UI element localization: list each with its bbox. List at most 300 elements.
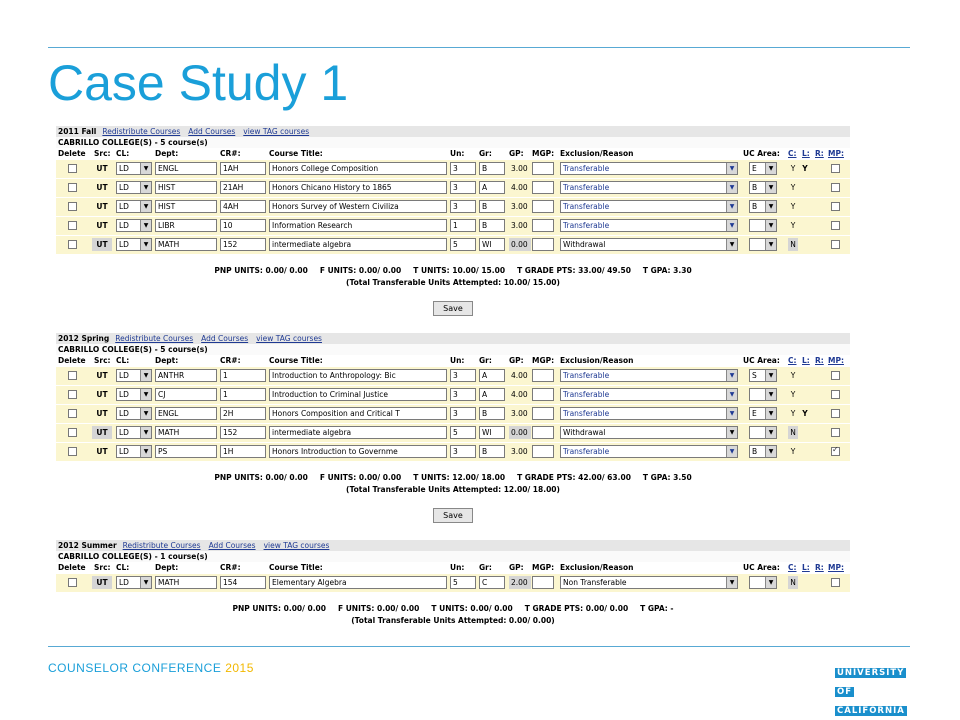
redistribute-courses-link[interactable]: Redistribute Courses: [102, 127, 181, 136]
course-row: [56, 198, 850, 217]
exclusion-reason-select[interactable]: [560, 181, 738, 194]
exclusion-reason-value: Withdrawal: [563, 240, 606, 249]
c-flag: N: [788, 576, 798, 589]
add-courses-link[interactable]: Add Courses: [201, 334, 249, 343]
view-tag-courses-link[interactable]: view TAG courses: [263, 541, 330, 550]
c-flag: Y: [790, 371, 796, 380]
header-cr: CR#:: [220, 149, 241, 158]
dept-input[interactable]: MATH: [155, 426, 217, 439]
chevron-down-icon: ▼: [140, 163, 151, 174]
mp-checkbox[interactable]: [831, 164, 840, 173]
term-name: 2011 Fall: [58, 127, 97, 136]
mp-checkbox[interactable]: [831, 390, 840, 399]
header-r-link[interactable]: R:: [815, 563, 824, 572]
delete-checkbox[interactable]: [68, 390, 77, 399]
logo-line-1: UNIVERSITY: [837, 668, 905, 678]
class-level-value: LD: [119, 221, 129, 230]
exclusion-reason-select[interactable]: [560, 445, 738, 458]
grade-input[interactable]: WI: [479, 238, 505, 251]
logo-line-2: OF: [837, 687, 853, 697]
dept-input[interactable]: LIBR: [155, 219, 217, 232]
units-input[interactable]: 3: [450, 200, 476, 213]
totals-item: F UNITS: 0.00/ 0.00: [337, 604, 420, 613]
totals-item: T GPA: -: [640, 604, 674, 613]
uc-area-select[interactable]: [749, 388, 777, 401]
totals-line: [56, 265, 850, 277]
course-row: [56, 424, 850, 443]
exclusion-reason-value: Transferable: [563, 409, 610, 418]
c-flag: N: [788, 238, 798, 251]
dept-input[interactable]: ENGL: [155, 162, 217, 175]
chevron-down-icon: ▼: [765, 201, 776, 212]
header-l: [802, 563, 810, 572]
grade-input[interactable]: B: [479, 445, 505, 458]
uc-area-select[interactable]: [749, 181, 777, 194]
delete-checkbox[interactable]: [68, 202, 77, 211]
delete-checkbox[interactable]: [68, 183, 77, 192]
header-mp: [828, 356, 844, 365]
course-number-input[interactable]: 21AH: [220, 181, 266, 194]
term-header-bar: [56, 333, 850, 344]
course-number-input[interactable]: 10: [220, 219, 266, 232]
header-cl: CL:: [116, 149, 130, 158]
course-row: [56, 179, 850, 198]
units-input[interactable]: 1: [450, 219, 476, 232]
course-title-input[interactable]: Information Research: [269, 219, 447, 232]
course-title-input[interactable]: Honors Chicano History to 1865: [269, 181, 447, 194]
header-c: [788, 563, 797, 572]
header-l-link[interactable]: L:: [802, 149, 810, 158]
class-level-select[interactable]: [116, 388, 152, 401]
grade-input[interactable]: B: [479, 200, 505, 213]
uc-area-select[interactable]: [749, 445, 777, 458]
grade-points: 4.00: [511, 371, 528, 380]
chevron-down-icon: ▼: [726, 577, 737, 588]
header-c: [788, 149, 797, 158]
delete-checkbox[interactable]: [68, 447, 77, 456]
uc-area-select[interactable]: [749, 369, 777, 382]
course-number-input[interactable]: 1AH: [220, 162, 266, 175]
uc-area-select[interactable]: [749, 407, 777, 420]
dept-input[interactable]: MATH: [155, 576, 217, 589]
source-code: UT: [96, 390, 108, 399]
delete-checkbox[interactable]: [68, 164, 77, 173]
exclusion-reason-value: Transferable: [563, 164, 610, 173]
view-tag-courses-link[interactable]: view TAG courses: [243, 127, 310, 136]
course-number-input[interactable]: 1: [220, 388, 266, 401]
delete-checkbox[interactable]: [68, 428, 77, 437]
redistribute-courses-link[interactable]: Redistribute Courses: [122, 541, 201, 550]
source-code: UT: [96, 409, 108, 418]
chevron-down-icon: ▼: [765, 577, 776, 588]
course-number-input[interactable]: 152: [220, 426, 266, 439]
header-mp-link[interactable]: MP:: [828, 149, 844, 158]
source-code: UT: [96, 202, 108, 211]
mp-checkbox[interactable]: [831, 578, 840, 587]
header-mp-link[interactable]: MP:: [828, 356, 844, 365]
delete-checkbox[interactable]: [68, 409, 77, 418]
totals-item: PNP UNITS: 0.00/ 0.00: [214, 266, 308, 275]
class-level-select[interactable]: [116, 162, 152, 175]
grade-points: 2.00: [509, 576, 531, 589]
class-level-value: LD: [119, 447, 129, 456]
header-excl: Exclusion/Reason: [560, 356, 634, 365]
header-l: [802, 356, 810, 365]
dept-input[interactable]: CJ: [155, 388, 217, 401]
course-title-input[interactable]: Honors Composition and Critical T: [269, 407, 447, 420]
delete-checkbox[interactable]: [68, 221, 77, 230]
uc-logo: [835, 662, 909, 719]
mp-checkbox[interactable]: [831, 409, 840, 418]
header-src: Src:: [94, 356, 111, 365]
totals-item: PNP UNITS: 0.00/ 0.00: [232, 604, 326, 613]
grade-input[interactable]: B: [479, 162, 505, 175]
header-dept: Dept:: [155, 356, 179, 365]
header-mgp: MGP:: [532, 149, 555, 158]
course-number-input[interactable]: 4AH: [220, 200, 266, 213]
source-code: UT: [96, 164, 108, 173]
header-gr: Gr:: [479, 149, 492, 158]
class-level-select[interactable]: [116, 181, 152, 194]
c-flag: Y: [790, 164, 796, 173]
header-dept: Dept:: [155, 149, 179, 158]
delete-checkbox[interactable]: [68, 371, 77, 380]
header-c-link[interactable]: C:: [788, 149, 797, 158]
exclusion-reason-value: Transferable: [563, 390, 610, 399]
uc-area-value: E: [752, 409, 757, 418]
chevron-down-icon: ▼: [140, 239, 151, 250]
l-flag: [800, 200, 810, 213]
exclusion-reason-select[interactable]: [560, 369, 738, 382]
mp-checkbox[interactable]: [831, 240, 840, 249]
header-l-link[interactable]: L:: [802, 356, 810, 365]
mp-checkbox[interactable]: [831, 221, 840, 230]
redistribute-courses-link[interactable]: Redistribute Courses: [115, 334, 194, 343]
units-input[interactable]: 3: [450, 388, 476, 401]
column-header-row: [56, 148, 850, 160]
chevron-down-icon: ▼: [726, 163, 737, 174]
bottom-divider: [48, 646, 910, 647]
term-totals: [56, 603, 850, 627]
uc-area-value: S: [752, 371, 757, 380]
add-courses-link[interactable]: Add Courses: [208, 541, 256, 550]
college-heading: CABRILLO COLLEGE(S) - 5 course(s): [56, 137, 850, 148]
class-level-value: LD: [119, 240, 129, 249]
header-un: Un:: [450, 149, 465, 158]
mgp-input[interactable]: [532, 445, 554, 458]
chevron-down-icon: ▼: [765, 370, 776, 381]
exclusion-reason-select[interactable]: [560, 576, 738, 589]
units-input[interactable]: 3: [450, 369, 476, 382]
grade-input[interactable]: B: [479, 219, 505, 232]
mgp-input[interactable]: [532, 426, 554, 439]
class-level-value: LD: [119, 371, 129, 380]
grade-points: 3.00: [511, 221, 528, 230]
exclusion-reason-select[interactable]: [560, 426, 738, 439]
class-level-value: LD: [119, 578, 129, 587]
grade-input[interactable]: A: [479, 388, 505, 401]
chevron-down-icon: ▼: [765, 427, 776, 438]
header-mgp: MGP:: [532, 563, 555, 572]
header-uc: UC Area:: [743, 149, 780, 158]
grade-points: 3.00: [511, 409, 528, 418]
class-level-select[interactable]: [116, 200, 152, 213]
header-r-link[interactable]: R:: [815, 149, 824, 158]
chevron-down-icon: ▼: [726, 370, 737, 381]
grade-input[interactable]: C: [479, 576, 505, 589]
header-excl: Exclusion/Reason: [560, 149, 634, 158]
mgp-input[interactable]: [532, 576, 554, 589]
dept-input[interactable]: ENGL: [155, 407, 217, 420]
course-row: [56, 236, 850, 255]
header-title: Course Title:: [269, 563, 323, 572]
footer: [48, 661, 254, 675]
exclusion-reason-select[interactable]: [560, 407, 738, 420]
course-title-input[interactable]: Honors Survey of Western Civiliza: [269, 200, 447, 213]
view-tag-courses-link[interactable]: view TAG courses: [256, 334, 322, 343]
exclusion-reason-select[interactable]: [560, 219, 738, 232]
transferable-units-summary: (Total Transferable Units Attempted: 0.00/ 0.00): [351, 616, 555, 625]
totals-item: T UNITS: 12.00/ 18.00: [413, 473, 506, 482]
mgp-input[interactable]: [532, 219, 554, 232]
header-mp: [828, 149, 844, 158]
class-level-select[interactable]: [116, 219, 152, 232]
exclusion-reason-value: Transferable: [563, 202, 610, 211]
header-cl: CL:: [116, 356, 130, 365]
mp-checkbox[interactable]: [831, 202, 840, 211]
exclusion-reason-value: Transferable: [563, 221, 610, 230]
class-level-value: LD: [119, 409, 129, 418]
class-level-select[interactable]: [116, 576, 152, 589]
course-title-input[interactable]: Honors Introduction to Governme: [269, 445, 447, 458]
grade-points: 0.00: [509, 426, 531, 439]
uc-area-value: B: [752, 447, 758, 456]
term-section: [56, 126, 850, 316]
header-mgp: MGP:: [532, 356, 555, 365]
l-flag: [800, 238, 810, 251]
dept-input[interactable]: MATH: [155, 238, 217, 251]
grade-input[interactable]: B: [479, 407, 505, 420]
header-un: Un:: [450, 356, 465, 365]
units-input[interactable]: 5: [450, 426, 476, 439]
course-title-input[interactable]: Elementary Algebra: [269, 576, 447, 589]
course-row: [56, 367, 850, 386]
header-r: [815, 149, 824, 158]
header-c-link[interactable]: C:: [788, 563, 797, 572]
chevron-down-icon: ▼: [140, 389, 151, 400]
class-level-select[interactable]: [116, 369, 152, 382]
mgp-input[interactable]: [532, 369, 554, 382]
header-l-link[interactable]: L:: [802, 563, 810, 572]
totals-item: F UNITS: 0.00/ 0.00: [319, 473, 402, 482]
chevron-down-icon: ▼: [726, 389, 737, 400]
c-flag: Y: [790, 447, 796, 456]
transcript-screenshot: [56, 126, 850, 636]
mp-checkbox[interactable]: [831, 371, 840, 380]
grade-input[interactable]: A: [479, 369, 505, 382]
course-row: [56, 405, 850, 424]
dept-input[interactable]: HIST: [155, 200, 217, 213]
mgp-input[interactable]: [532, 407, 554, 420]
course-number-input[interactable]: 154: [220, 576, 266, 589]
l-flag: [800, 576, 810, 589]
dept-input[interactable]: PS: [155, 445, 217, 458]
exclusion-reason-select[interactable]: [560, 162, 738, 175]
header-r: [815, 563, 824, 572]
top-divider: [48, 47, 910, 48]
totals-item: T GRADE PTS: 42.00/ 63.00: [517, 473, 631, 482]
header-gr: Gr:: [479, 563, 492, 572]
header-cr: CR#:: [220, 563, 241, 572]
header-r-link[interactable]: R:: [815, 356, 824, 365]
save-button[interactable]: Save: [433, 301, 473, 316]
course-number-input[interactable]: 1H: [220, 445, 266, 458]
units-input[interactable]: 5: [450, 576, 476, 589]
column-header-row: [56, 355, 850, 367]
uc-area-select[interactable]: [749, 219, 777, 232]
totals-item: T GPA: 3.30: [642, 266, 692, 275]
header-title: Course Title:: [269, 356, 323, 365]
uc-area-select[interactable]: [749, 576, 777, 589]
add-courses-link[interactable]: Add Courses: [188, 127, 236, 136]
header-delete: Delete: [58, 356, 86, 365]
chevron-down-icon: ▼: [140, 427, 151, 438]
units-input[interactable]: 3: [450, 445, 476, 458]
header-c: [788, 356, 797, 365]
course-number-input[interactable]: 152: [220, 238, 266, 251]
term-section: [56, 333, 850, 523]
chevron-down-icon: ▼: [726, 446, 737, 457]
header-delete: Delete: [58, 149, 86, 158]
term-totals: [56, 472, 850, 496]
mgp-input[interactable]: [532, 200, 554, 213]
units-input[interactable]: 3: [450, 407, 476, 420]
header-src: Src:: [94, 563, 111, 572]
header-mp-link[interactable]: MP:: [828, 563, 844, 572]
c-flag: N: [788, 426, 798, 439]
header-dept: Dept:: [155, 563, 179, 572]
dept-input[interactable]: ANTHR: [155, 369, 217, 382]
college-heading: CABRILLO COLLEGE(S) - 1 course(s): [56, 551, 850, 562]
header-r: [815, 356, 824, 365]
chevron-down-icon: ▼: [140, 182, 151, 193]
course-number-input[interactable]: 2H: [220, 407, 266, 420]
header-gp: GP:: [509, 356, 524, 365]
source-code: UT: [92, 426, 112, 439]
c-flag: Y: [790, 390, 796, 399]
header-un: Un:: [450, 563, 465, 572]
chevron-down-icon: ▼: [140, 370, 151, 381]
chevron-down-icon: ▼: [765, 163, 776, 174]
header-gp: GP:: [509, 149, 524, 158]
units-input[interactable]: 5: [450, 238, 476, 251]
header-cl: CL:: [116, 563, 130, 572]
uc-area-select[interactable]: [749, 162, 777, 175]
exclusion-reason-select[interactable]: [560, 200, 738, 213]
logo-line-3: CALIFORNIA: [837, 706, 905, 716]
mgp-input[interactable]: [532, 388, 554, 401]
chevron-down-icon: ▼: [765, 408, 776, 419]
class-level-select[interactable]: [116, 445, 152, 458]
class-level-value: LD: [119, 390, 129, 399]
uc-area-select[interactable]: [749, 200, 777, 213]
class-level-select[interactable]: [116, 407, 152, 420]
class-level-select[interactable]: [116, 426, 152, 439]
grade-points: 3.00: [511, 202, 528, 211]
course-title-input[interactable]: intermediate algebra: [269, 426, 447, 439]
exclusion-reason-value: Transferable: [563, 183, 610, 192]
l-flag: [800, 388, 810, 401]
transferable-units-summary: (Total Transferable Units Attempted: 12.00/ 18.00): [346, 485, 560, 494]
save-button[interactable]: Save: [433, 508, 473, 523]
uc-area-select[interactable]: [749, 238, 777, 251]
class-level-value: LD: [119, 164, 129, 173]
l-flag: [800, 219, 810, 232]
course-title-input[interactable]: Honors College Composition: [269, 162, 447, 175]
chevron-down-icon: ▼: [140, 201, 151, 212]
totals-item: T UNITS: 10.00/ 15.00: [413, 266, 506, 275]
course-row: [56, 574, 850, 593]
term-totals: [56, 265, 850, 289]
footer-year: 2015: [225, 661, 254, 675]
mp-checkbox[interactable]: [831, 447, 840, 456]
mgp-input[interactable]: [532, 238, 554, 251]
course-title-input[interactable]: Introduction to Anthropology: Bic: [269, 369, 447, 382]
footer-conference: COUNSELOR CONFERENCE: [48, 661, 222, 675]
course-row: [56, 217, 850, 236]
mgp-input[interactable]: [532, 181, 554, 194]
units-input[interactable]: 3: [450, 181, 476, 194]
header-cr: CR#:: [220, 356, 241, 365]
totals-line: [56, 603, 850, 615]
course-row: [56, 443, 850, 462]
header-c-link[interactable]: C:: [788, 356, 797, 365]
class-level-select[interactable]: [116, 238, 152, 251]
delete-checkbox[interactable]: [68, 578, 77, 587]
source-code: UT: [92, 238, 112, 251]
units-input[interactable]: 3: [450, 162, 476, 175]
term-header-bar: [56, 126, 850, 137]
mgp-input[interactable]: [532, 162, 554, 175]
grade-input[interactable]: WI: [479, 426, 505, 439]
course-title-input[interactable]: intermediate algebra: [269, 238, 447, 251]
mp-checkbox[interactable]: [831, 428, 840, 437]
chevron-down-icon: ▼: [765, 446, 776, 457]
header-delete: Delete: [58, 563, 86, 572]
uc-area-value: B: [752, 183, 758, 192]
grade-points: 0.00: [509, 238, 531, 251]
delete-checkbox[interactable]: [68, 240, 77, 249]
l-flag: Y: [802, 164, 808, 173]
exclusion-reason-select[interactable]: [560, 238, 738, 251]
chevron-down-icon: ▼: [765, 220, 776, 231]
grade-input[interactable]: A: [479, 181, 505, 194]
slide-title: Case Study 1: [48, 55, 349, 111]
grade-points: 4.00: [511, 183, 528, 192]
term-header-bar: [56, 540, 850, 551]
mp-checkbox[interactable]: [831, 183, 840, 192]
c-flag: Y: [790, 202, 796, 211]
header-gr: Gr:: [479, 356, 492, 365]
uc-area-select[interactable]: [749, 426, 777, 439]
dept-input[interactable]: HIST: [155, 181, 217, 194]
course-number-input[interactable]: 1: [220, 369, 266, 382]
course-title-input[interactable]: Introduction to Criminal Justice: [269, 388, 447, 401]
c-flag: Y: [790, 221, 796, 230]
header-excl: Exclusion/Reason: [560, 563, 634, 572]
college-heading: CABRILLO COLLEGE(S) - 5 course(s): [56, 344, 850, 355]
exclusion-reason-select[interactable]: [560, 388, 738, 401]
